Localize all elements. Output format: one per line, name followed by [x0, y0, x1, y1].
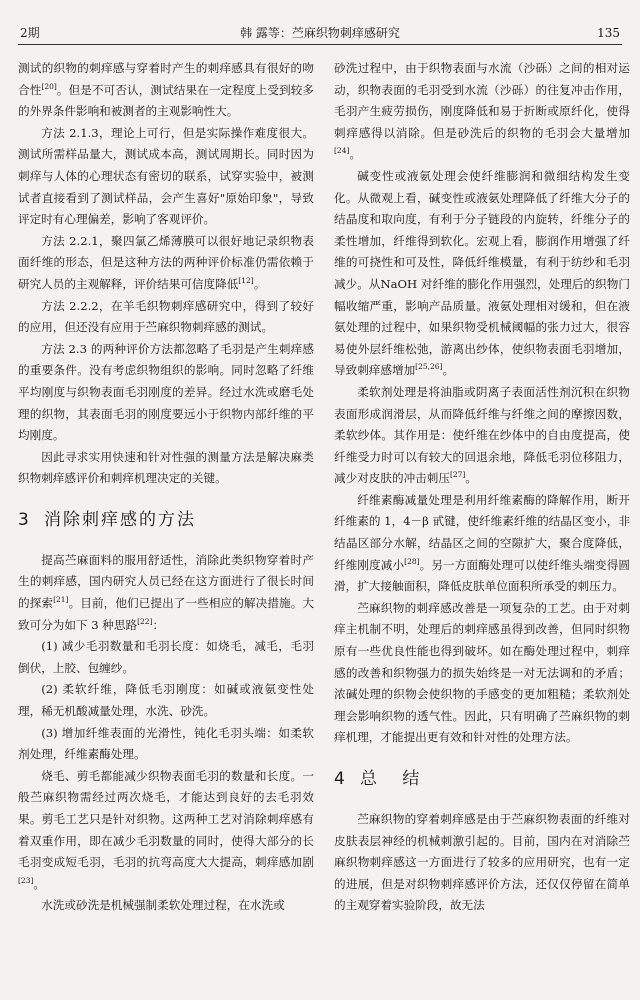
paragraph: 方法 2.3 的两种评价方法都忽略了毛羽是产生刺痒感的重要条件。没有考虑织物组织的影响。同时忽略了纤维平均刚度与织物表面毛羽刚度的差异。经过水洗或磨毛处理的织物，其表面毛羽的刚度要远小于织物内部纤维的平均刚度。 [18, 341, 314, 443]
paragraph: 因此寻求实用快速和针对性强的测量方法是解决麻类织物刺痒感评价和刺痒机理决定的关键。 [18, 449, 314, 486]
citation: [12] [238, 276, 254, 286]
citation: [27] [449, 470, 466, 480]
list-item: (2) 柔软纤维，降低毛羽刚度：如碱或液氨变性处理，稀无机酸减量处理，水洗、砂洗。 [18, 682, 314, 719]
citation: [23] [18, 875, 34, 885]
paragraph: 柔软剂处理是将油脂或阴离子表面活性剂沉积在织物表面形成润滑层，从而降低纤维与纤维之间的摩擦因数，柔软纱体。其作用是：使纤维在纱体中的自由度提高，使纤维受力时可以有较大的回退余地，降低毛羽位移阻力，减少对皮肤的冲击刺压[27]。 [334, 384, 630, 486]
section-number: 4 [334, 769, 345, 789]
section-number: 3 [18, 509, 29, 530]
paragraph: 提高苎麻面料的服用舒适性，消除此类织物穿着时产生的刺痒感，国内研究人员已经在这方面进行了很长时间的探索[21]。目前，他们已提出了一些相应的解决措施。大致可分为如下 3 种思路[22]： [18, 552, 314, 632]
paragraph: 烧毛、剪毛都能减少织物表面毛羽的数量和长度。一般苎麻织物需经过两次烧毛，才能达到良好的去毛羽效果。剪毛工艺只是针对织物。这两种工艺对消除刺痒感有着双重作用，即在减少毛羽数量的同时，使得大部分的长毛羽变成短毛羽，毛羽的抗弯高度大大提高，刺痒感加剧[23]。 [18, 768, 314, 891]
section-heading-3 [18, 506, 314, 534]
paragraph: 方法 2.2.2，在羊毛织物刺痒感研究中，得到了较好的应用，但还没有应用于苎麻织物刺痒感的测试。 [18, 298, 314, 335]
paragraph: 纤维素酶减量处理是利用纤维素酶的降解作用，断开纤维素的 1，4－β 甙键，使纤维素纤维的结晶区变小，非结晶区部分水解，结晶区之间的空隙扩大，聚合度降低，纤维刚度减小[28]。另一方面酶处理可以使纤维头端变得圆滑，扩大接触面积，降低皮肤单位面积所承受的刺压力。 [334, 492, 630, 594]
paragraph: 苎麻织物的刺痒感改善是一项复杂的工艺。由于对刺痒主机制不明，处理后的刺痒感虽得到改善，但同时织物原有一些优良性能也得到破坏。如在酶处理过程中，刺痒感的改善和织物强力的损失始终是一对无法调和的矛盾；浓碱处理的织物会使织物的手感变的更加粗糙；柔软剂处理会影响织物的透气性。因此，只有明确了苎麻织物的刺痒机理，才能提出更有效和针对性的处理方法。 [334, 600, 630, 745]
paragraph: 方法 2.1.3，理论上可行，但是实际操作难度很大。测试所需样品量大，测试成本高，测试周期长。同时因为刺痒与人体的心理状态有密切的联系，试穿实验中，被测试者直接看到了测试样品，会产生喜好"原始印象"，导致评定时有心理偏差，影响了客观评价。 [18, 125, 314, 227]
method-list [18, 636, 314, 766]
citation: [28] [404, 556, 420, 566]
running-title: 韩 露等：苎麻织物刺痒感研究 [240, 26, 400, 40]
paragraph: 方法 2.2.1，聚四氯乙烯薄膜可以很好地记录织物表面纤维的形态，但是这种方法的两种评价标准仍需依赖于研究人员的主观解释，评价结果可信度降低[12]。 [18, 233, 314, 291]
running-header [18, 22, 622, 45]
citation: [24] [334, 146, 350, 156]
citation: [25,26] [415, 362, 443, 372]
paragraph: 砂洗过程中，由于织物表面与水流（沙砾）之间的相对运动，织物表面的毛羽受到水流（沙砾）的往复冲击作用，毛羽产生疲劳损伤，刚度降低和易于折断或原纤化，使得刺痒感得以消除。但是砂洗后的织物的毛羽会大量增加[24]。 [334, 61, 630, 162]
citation: [20] [41, 81, 57, 91]
section-heading-4 [334, 765, 630, 793]
paragraph: 水洗或砂洗是机械强制柔软处理过程，在水洗或 [41, 898, 285, 913]
citation: [22] [137, 616, 153, 626]
paragraph: 碱变性或液氨处理会使纤维膨润和微细结构发生变化。从微观上看，碱变性或液氨处理降低了纤维大分子的结晶度和取向度，有利于分子链段的内旋转，纤维分子的柔性增加，纤维得到软化。宏观上看，膨润作用增强了纤维的可挠性和可及性，降低纤维模量，有利于纺纱和毛羽减少。从NaOH 对纤维的膨化作用强烈，处理后的织物门幅收缩严重，影响产品质量。液氨处理相对缓和，但在液氨处理的过程中，如果织物受机械阈幅的张力过大，很容易使外层纤维松弛，游离出纱体，使织物表面毛羽增加，导致刺痒感增加[25,26]。 [334, 168, 630, 378]
section-title: 总 结 [360, 769, 430, 789]
left-column [18, 58, 314, 917]
citation: [21] [53, 595, 69, 605]
list-item: (1) 减少毛羽数量和毛羽长度：如烧毛，减毛，毛羽倒伏，上胶、包缠纱。 [18, 639, 314, 675]
page-number: 135 [597, 26, 620, 40]
paragraph: 测试的织物的刺痒感与穿着时产生的刺痒感具有很好的吻合性[20]。但是不可否认，测试结果在一定程度上受到较多的外界条件影响和被测者的主观影响性大。 [18, 61, 314, 119]
right-column [334, 58, 630, 917]
list-item: (3) 增加纤维表面的光滑性，钝化毛羽头端：如柔软剂处理，纤维素酶处理。 [18, 725, 314, 762]
section-title: 消除刺痒感的方法 [44, 509, 196, 530]
issue-number: 2期 [20, 26, 40, 40]
paragraph: 苎麻织物的穿着刺痒感是由于苎麻织物表面的纤维对皮肤表层神经的机械刺激引起的。目前，国内在对消除苎麻织物刺痒感这一方面进行了较多的应用研究，也有一定的进展，但是对织物刺痒感评价方法，还仅仅停留在简单的主观穿着实验阶段，故无法 [334, 812, 630, 913]
